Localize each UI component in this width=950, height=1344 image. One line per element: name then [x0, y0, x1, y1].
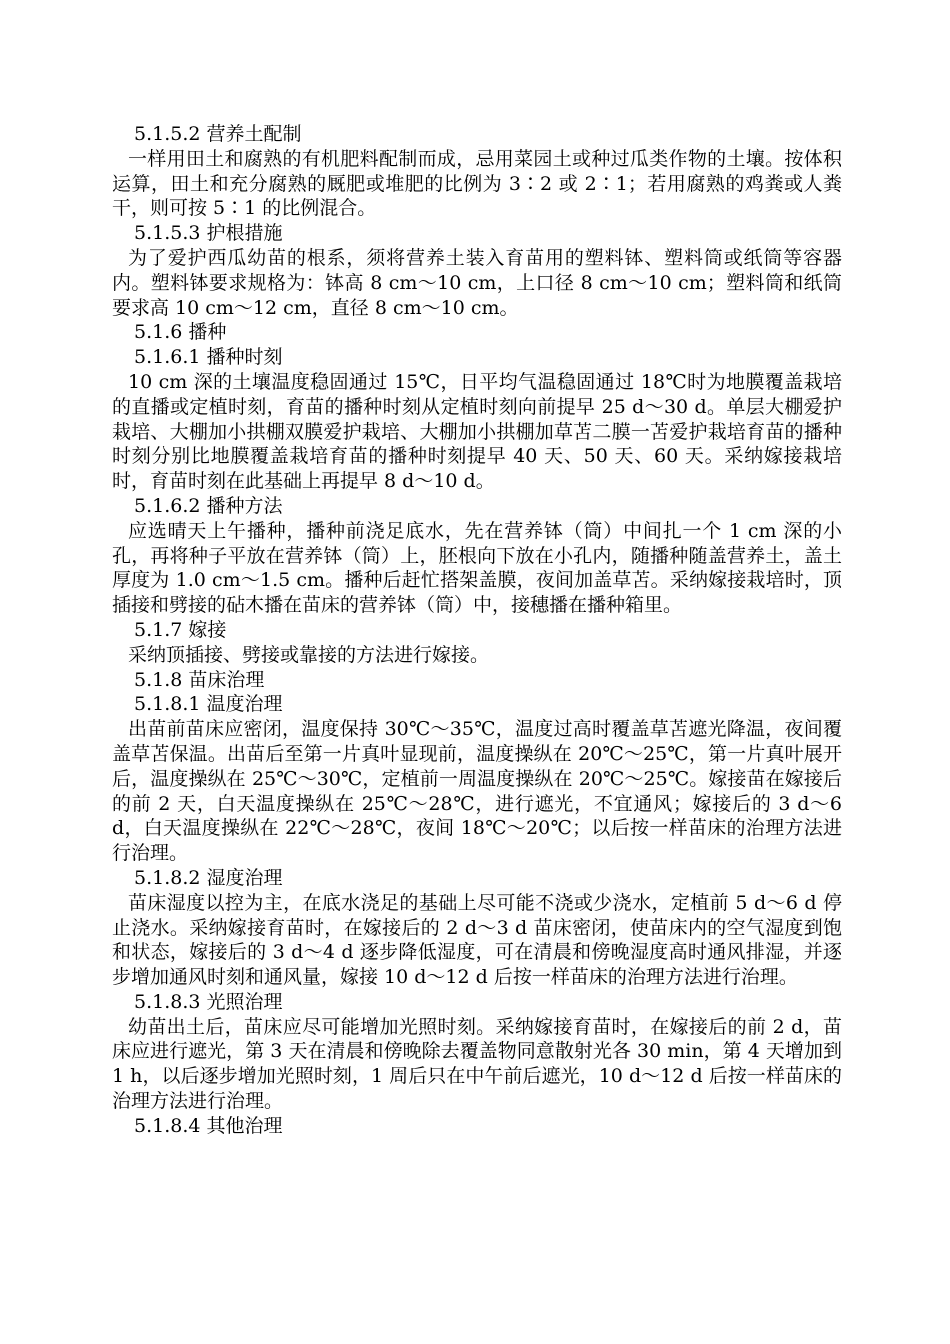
paragraph-humidity-management: 苗床湿度以控为主，在底水浇足的基础上尽可能不浇或少浇水，定植前 5 d～6 d 停止浇水。采纳嫁接育苗时，在嫁接后的 2 d～3 d 苗床密闭，使苗床内的空气湿度到饱和状态，嫁接后的 3 d～4 d 逐步降低湿度，可在清晨和傍晚湿度高时通风排湿，并逐步增加通风时刻和通风量，嫁接 10 d～12 d 后按一样苗床的治理方法进行治理。 — [112, 891, 842, 989]
section-heading-5-1-5-2: 5.1.5.2 营养土配制 — [134, 123, 302, 145]
section-heading-5-1-8-3: 5.1.8.3 光照治理 — [134, 990, 283, 1013]
paragraph-light-management: 幼苗出土后，苗床应尽可能增加光照时刻。采纳嫁接育苗时，在嫁接后的前 2 d，苗床应进行遮光，第 3 天在清晨和傍晚除去覆盖物同意散射光各 30 min，第 4 天增加到 1 h，以后逐步增加光照时刻，1 周后只在中午前后遮光，10 d～12 d 后按一样苗床的治理方法进行治理。 — [112, 1015, 842, 1113]
section-heading-5-1-8-1: 5.1.8.1 温度治理 — [134, 693, 283, 716]
paragraph-grafting: 采纳顶插接、劈接或靠接的方法进行嫁接。 — [128, 643, 490, 666]
paragraph-temperature-management: 出苗前苗床应密闭，温度保持 30℃～35℃，温度过高时覆盖草苫遮光降温，夜间覆盖草苫保温。出苗后至第一片真叶显现前，温度操纵在 20℃～25℃，第一片真叶展开后，温度操纵在 25℃～30℃，定植前一周温度操纵在 20℃～25℃。嫁接苗在嫁接后的前 2 天，白天温度操纵在 25℃～28℃，进行遮光，不宜通风；嫁接后的 3 d～6 d，白天温度操纵在 22℃～28℃，夜间 18℃～20℃；以后按一样苗床的治理方法进行治理。 — [112, 718, 842, 865]
section-heading-5-1-6: 5.1.6 播种 — [134, 321, 227, 344]
section-heading-5-1-6-2: 5.1.6.2 播种方法 — [134, 494, 283, 517]
paragraph-nutrient-soil: 一样用田土和腐熟的有机肥料配制而成，忌用菜园土或种过瓜类作物的土壤。按体积运算，田土和充分腐熟的厩肥或堆肥的比例为 3∶2 或 2∶1；若用腐熟的鸡粪或人粪干，则可按 5∶1 的比例混合。 — [112, 147, 842, 220]
document-page — [112, 122, 842, 1139]
section-heading-5-1-8-2: 5.1.8.2 湿度治理 — [134, 866, 283, 889]
paragraph-sowing-time: 10 cm 深的土壤温度稳固通过 15℃，日平均气温稳固通过 18℃时为地膜覆盖栽培的直播或定植时刻，育苗的播种时刻从定植时刻向前提早 25 d～30 d。单层大棚爱护栽培、大棚加小拱棚双膜爱护栽培、大棚加小拱棚加草苫二膜一苫爱护栽培育苗的播种时刻分别比地膜覆盖栽培育苗的播种时刻提早 40 天、50 天、60 天。采纳嫁接栽培时，育苗时刻在此基础上再提早 8 d～10 d。 — [112, 370, 842, 493]
paragraph-sowing-method: 应选晴天上午播种，播种前浇足底水，先在营养钵（筒）中间扎一个 1 cm 深的小孔，再将种子平放在营养钵（筒）上，胚根向下放在小孔内，随播种随盖营养土，盖土厚度为 1.0 cm～1.5 cm。播种后赶忙搭架盖膜，夜间加盖草苫。采纳嫁接栽培时，顶插接和劈接的砧木播在苗床的营养钵（筒）中，接穗播在播种箱里。 — [112, 519, 842, 617]
section-heading-5-1-5-3: 5.1.5.3 护根措施 — [134, 222, 283, 245]
paragraph-root-protection: 为了爱护西瓜幼苗的根系，须将营养土装入育苗用的塑料钵、塑料筒或纸筒等容器内。塑料钵要求规格为：钵高 8 cm～10 cm，上口径 8 cm～10 cm；塑料筒和纸筒要求高 10 cm～12 cm，直径 8 cm～10 cm。 — [112, 246, 842, 319]
section-heading-5-1-8-4: 5.1.8.4 其他治理 — [134, 1114, 283, 1137]
section-heading-5-1-6-1: 5.1.6.1 播种时刻 — [134, 346, 283, 369]
section-heading-5-1-7: 5.1.7 嫁接 — [134, 618, 227, 641]
section-heading-5-1-8: 5.1.8 苗床治理 — [134, 668, 265, 691]
